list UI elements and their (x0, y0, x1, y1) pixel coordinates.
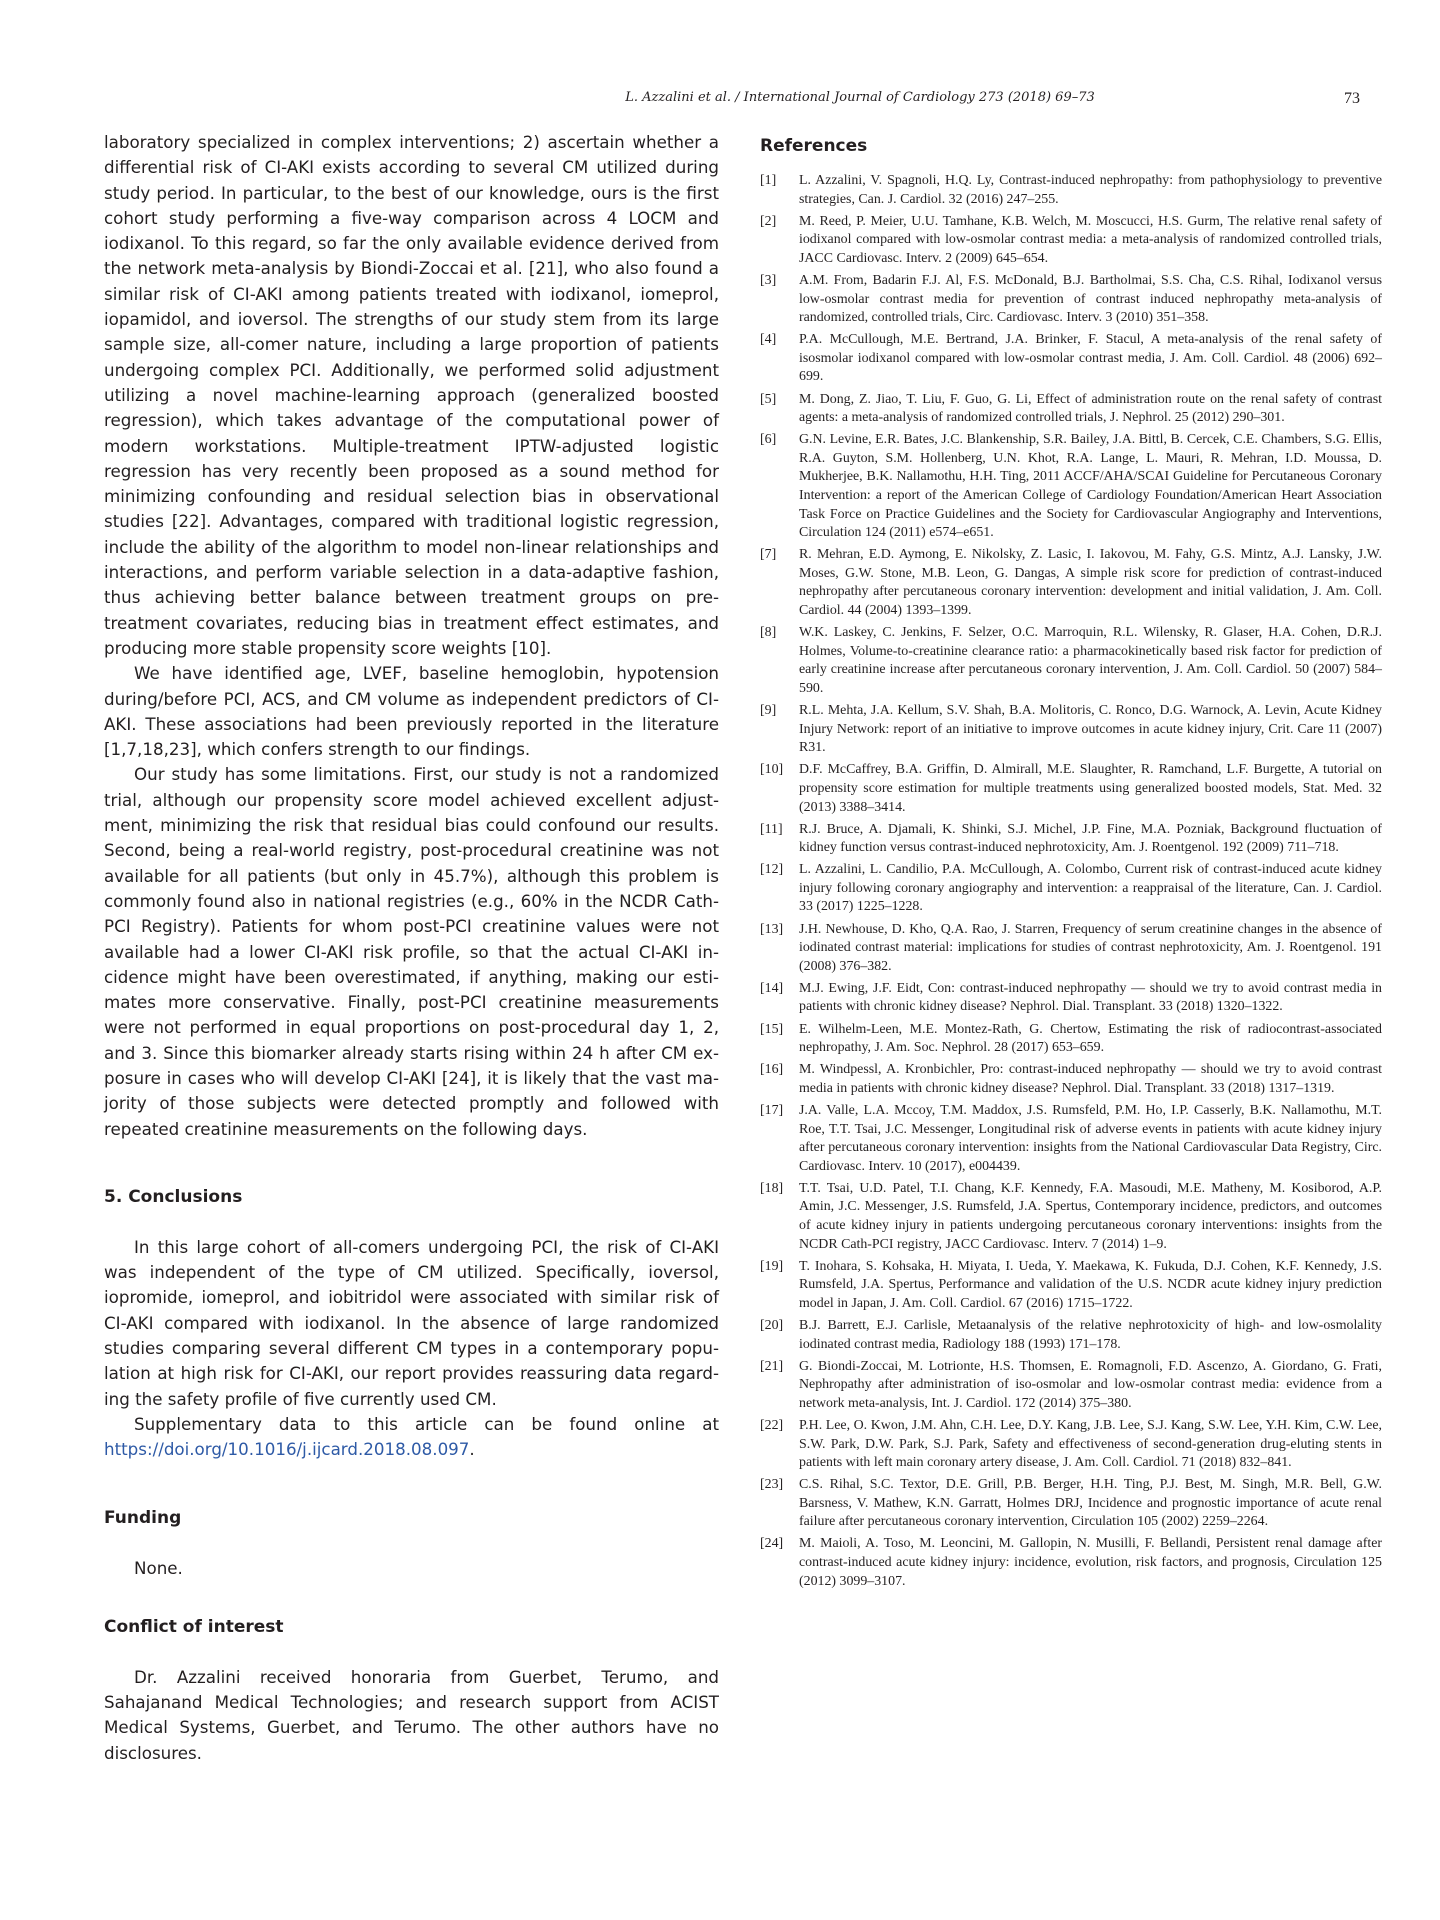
doi-link[interactable]: https://doi.org/10.1016/j.ijcard.2018.08.097 (104, 1439, 470, 1460)
conflict-of-interest-heading: Conflict of interest (104, 1616, 284, 1637)
reference-text: D.F. McCaffrey, B.A. Griffin, D. Almirall, M.E. Slaughter, R. Ramchand, L.F. Burgette, A tutorial on propensity score estimation for multiple treatments using generalized boosted models, Stat. Med. 32 (2013) 3388–3414. (799, 762, 1382, 815)
reference-item (760, 331, 1382, 387)
reference-number: [6] (760, 432, 777, 448)
reference-text: P.A. McCullough, M.E. Bertrand, J.A. Brinker, F. Stacul, A meta-analysis of the renal safety of isosmolar iodixanol compared with low-osmolar contrast media, J. Am. Coll. Cardiol. 48 (2006) 692–699. (799, 332, 1382, 385)
reference-text: L. Azzalini, V. Spagnoli, H.Q. Ly, Contrast-induced nephropathy: from pathophysiology to preventive strategies, Can. J. Cardiol. 32 (2016) 247–255. (799, 173, 1382, 207)
reference-text: M. Reed, P. Meier, U.U. Tamhane, K.B. Welch, M. Moscucci, H.S. Gurm, The relative renal safety of iodixanol compared with low-osmolar contrast media: a meta-analysis of randomized controlled trials, JACC Cardiovasc. Interv. 2 (2009) 645–654. (799, 213, 1382, 266)
reference-text: L. Azzalini, L. Candilio, P.A. McCullough, A. Colombo, Current risk of contrast-induced acute kidney injury following coronary angiography and intervention: a reappraisal of the literature, Can. J. Cardiol. 33 (2017) 1225–1228. (799, 862, 1382, 915)
reference-number: [19] (760, 1258, 784, 1274)
reference-text: P.H. Lee, O. Kwon, J.M. Ahn, C.H. Lee, D.Y. Kang, J.B. Lee, S.J. Kang, S.W. Lee, Y.H. Kim, C.W. Lee, S.W. Park, D.W. Park, S.J. Park, Safety and effectiveness of second-generation drug-eluting stents in patients with left main coronary artery disease, J. Am. Coll. Cardiol. 71 (2018) 832–841. (799, 1417, 1382, 1471)
reference-text: C.S. Rihal, S.C. Textor, D.E. Grill, P.B. Berger, H.H. Ting, P.J. Best, M. Singh, M.R. Bell, G.W. Barsness, V. Mathew, K.N. Garratt, Holmes DRJ, Incidence and prognostic importance of acute renal failure after percutaneous coronary intervention, Circulation 105 (2002) 2259–2264. (799, 1477, 1382, 1530)
reference-number: [12] (760, 862, 784, 878)
reference-text: E. Wilhelm-Leen, M.E. Montez-Rath, G. Chertow, Estimating the risk of radiocontrast-associated nephropathy, J. Am. Soc. Nephrol. 28 (2017) 653–659. (799, 1021, 1382, 1056)
reference-number: [23] (760, 1477, 784, 1493)
reference-item (760, 431, 1382, 543)
reference-number: [7] (760, 547, 777, 563)
reference-number: [17] (760, 1102, 784, 1118)
conclusions-paragraph: In this large cohort of all-comers undergoing PCI, the risk of CI-AKI was independent of the type of CM utilized. Specifically, ioversol, iopromide, iomeprol, and iobitridol were associated with similar risk of CI-AKI compared with iodixanol. In the absence of large randomized studies comparing several different CM types in a contemporary population at high risk for CI-AKI, our report provides reassuring data regarding the safety profile of five currently used CM. (104, 1236, 719, 1409)
reference-item (760, 624, 1382, 698)
running-head (0, 90, 1440, 114)
journal-citation: L. Azzalini et al. / International Journal of Cardiology 273 (2018) 69–73 (625, 90, 1095, 105)
discussion-paragraph-1: laboratory specialized in complex interventions; 2) ascertain whether a differential risk of CI-AKI exists according to several CM utilized during study period. In particular, to the best of our knowledge, ours is the first cohort study performing a five-way comparison across 4 LOCM and iodixanol. To this regard, so far the only available evidence derived from the network meta-analysis by Biondi-Zoccai et al. [21], who also found a similar risk of CI-AKI among patients treated with iodixanol, iomeprol, iopamidol, and ioversol. The strengths of our study stem from its large sample size, all-comer nature, including a large proportion of patients undergoing complex PCI. Additionally, we performed solid adjustment utilizing a novel machine-learning approach (generalized boosted regression), which takes advantage of the computational power of modern workstations. Multiple-treatment IPTW-adjusted logistic regression has very recently been proposed as a sound method for minimizing confounding and residual selection bias in observational studies [22]. Advantages, compared with traditional logistic regression, include the ability of the algorithm to model non-linear relationships and interactions, and perform variable selection in a data-adaptive fashion, thus achieving better balance between treatment groups on pretreatment covariates, reducing bias in treatment effect estimates, and producing more stable propensity score weights [10]. (104, 132, 719, 658)
reference-number: [5] (760, 391, 777, 407)
reference-item (760, 1102, 1382, 1176)
reference-item (760, 1258, 1382, 1314)
references-column (760, 136, 1382, 1595)
reference-item (760, 1021, 1382, 1058)
discussion-paragraph-2: We have identified age, LVEF, baseline hemoglobin, hypotension during/before PCI, ACS, and CM volume as independent predictors of CI-AKI. These associations had been previously reported in the literature [1,7,18,23], which confers strength to our findings. (104, 663, 719, 760)
reference-item (760, 391, 1382, 428)
reference-text: B.J. Barrett, E.J. Carlisle, Metaanalysis of the relative nephrotoxicity of high- and low-osmolality iodinated contrast media, Radiology 188 (1993) 171–178. (799, 1317, 1382, 1352)
reference-item (760, 1061, 1382, 1098)
reference-text: T. Inohara, S. Kohsaka, H. Miyata, I. Ueda, Y. Maekawa, K. Fukuda, D.J. Cohen, K.F. Kennedy, J.S. Rumsfeld, J.A. Spertus, Performance and validation of the U.S. NCDR acute kidney injury prediction model in Japan, J. Am. Coll. Cardiol. 67 (2016) 1715–1722. (799, 1258, 1382, 1311)
reference-number: [21] (760, 1358, 784, 1374)
reference-item (760, 921, 1382, 977)
reference-item (760, 702, 1382, 758)
reference-item (760, 1180, 1382, 1254)
reference-item (760, 1317, 1382, 1354)
reference-number: [22] (760, 1417, 784, 1433)
reference-item (760, 213, 1382, 269)
reference-list (760, 172, 1382, 1591)
reference-number: [8] (760, 625, 777, 641)
reference-item (760, 861, 1382, 917)
reference-text: M. Dong, Z. Jiao, T. Liu, F. Guo, G. Li, Effect of administration route on the renal safety of contrast agents: a meta-analysis of randomized controlled trials, J. Nephrol. 25 (2012) 290–301. (799, 391, 1382, 426)
reference-number: [4] (760, 332, 777, 348)
reference-number: [9] (760, 703, 777, 719)
reference-number: [20] (760, 1317, 784, 1333)
reference-number: [11] (760, 821, 783, 837)
reference-text: R.J. Bruce, A. Djamali, K. Shinki, S.J. Michel, J.P. Fine, M.A. Pozniak, Background fluctuation of kidney function versus contrast-induced nephrotoxicity, Am. J. Roentgenol. 192 (2009) 711–718. (799, 821, 1382, 856)
reference-item (760, 272, 1382, 328)
conflict-of-interest-text: Dr. Azzalini received honoraria from Guerbet, Terumo, and Sahajanand Medical Technologies; and research support from ACIST Medical Systems, Guerbet, and Terumo. The other authors have no disclosures. (104, 1666, 719, 1763)
page-number: 73 (1344, 90, 1360, 107)
supplementary-paragraph (104, 1412, 719, 1463)
reference-item (760, 980, 1382, 1017)
reference-number: [2] (760, 213, 777, 229)
reference-number: [16] (760, 1062, 784, 1078)
reference-number: [24] (760, 1536, 784, 1552)
reference-number: [1] (760, 173, 777, 188)
reference-number: [13] (760, 921, 784, 937)
reference-item (760, 1476, 1382, 1532)
reference-item (760, 821, 1382, 858)
reference-text: J.A. Valle, L.A. Mccoy, T.M. Maddox, J.S. Rumsfeld, P.M. Ho, I.P. Casserly, B.K. Nallamothu, M.T. Roe, T.T. Tsai, J.C. Messenger, Longitudinal risk of adverse events in patients with acute kidney injury after percutaneous coronary intervention: insights from the National Cardiovascular Data Registry, Circ. Cardiovasc. Interv. 10 (2017), e004439. (799, 1102, 1382, 1174)
supplementary-text: Supplementary data to this article can be found online at (134, 1413, 719, 1434)
reference-text: G.N. Levine, E.R. Bates, J.C. Blankenship, S.R. Bailey, J.A. Bittl, B. Cercek, C.E. Chambers, S.G. Ellis, R.A. Guyton, S.M. Hollenberg, U.N. Khot, R.A. Lange, L. Mauri, R. Mehran, I.D. Moussa, D. Mukherjee, B.K. Nallamothu, H.H. Ting, 2011 ACCF/AHA/SCAI Guideline for Percutaneous Coronary Intervention: a report of the American College of Cardiology Foundation/American Heart Association Task Force on Practice Guidelines and the Society for Cardiovascular Angiography and Interventions, Circulation 124 (2011) e574–e651. (799, 432, 1382, 541)
conclusions-heading: 5. Conclusions (104, 1186, 243, 1207)
reference-number: [3] (760, 272, 777, 288)
reference-text: A.M. From, Badarin F.J. Al, F.S. McDonald, B.J. Bartholmai, S.S. Cha, C.S. Rihal, Iodixanol versus low-osmolar contrast media for prevention of contrast induced nephropathy meta-analysis of randomized, controlled trials, Circ. Cardiovasc. Interv. 3 (2010) 351–358. (799, 272, 1382, 326)
references-heading: References (760, 136, 868, 156)
left-column (104, 130, 719, 1766)
reference-text: G. Biondi-Zoccai, M. Lotrionte, H.S. Thomsen, E. Romagnoli, F.D. Ascenzo, A. Giordano, G. Frati, Nephropathy after administration of iso-osmolar and low-osmolar contrast media: evidence from a network meta-analysis, Int. J. Cardiol. 172 (2014) 375–380. (799, 1358, 1382, 1411)
reference-number: [15] (760, 1021, 784, 1037)
funding-text: None. (134, 1557, 183, 1578)
funding-heading: Funding (104, 1507, 182, 1528)
reference-item (760, 761, 1382, 817)
reference-text: M.J. Ewing, J.F. Eidt, Con: contrast-induced nephropathy — should we try to avoid contrast media in patients with chronic kidney disease? Nephrol. Dial. Transplant. 33 (2018) 1320–1322. (799, 980, 1382, 1015)
reference-text: R. Mehran, E.D. Aymong, E. Nikolsky, Z. Lasic, I. Iakovou, M. Fahy, G.S. Mintz, A.J. Lansky, J.W. Moses, G.W. Stone, M.B. Leon, G. Dangas, A simple risk score for prediction of contrast-induced nephropathy after percutaneous coronary intervention: development and initial validation, J. Am. Coll. Cardiol. 44 (2004) 1393–1399. (799, 547, 1382, 619)
reference-item (760, 546, 1382, 620)
reference-number: [14] (760, 980, 784, 996)
reference-text: M. Windpessl, A. Kronbichler, Pro: contrast-induced nephropathy — should we try to avoid contrast media in patients with chronic kidney disease? Nephrol. Dial. Transplant. 33 (2018) 1317–1319. (799, 1062, 1382, 1096)
reference-text: W.K. Laskey, C. Jenkins, F. Selzer, O.C. Marroquin, R.L. Wilensky, R. Glaser, H.A. Cohen, D.R.J. Holmes, Volume-to-creatinine clearance ratio: a pharmacokinetically based risk factor for prediction of early creatinine increase after percutaneous coronary intervention, J. Am. Coll. Cardiol. 50 (2007) 584–590. (799, 625, 1382, 696)
reference-item (760, 1358, 1382, 1414)
reference-text: J.H. Newhouse, D. Kho, Q.A. Rao, J. Starren, Frequency of serum creatinine changes in the absence of iodinated contrast material: implications for studies of contrast nephrotoxicity, Am. J. Roentgenol. 191 (2008) 376–382. (799, 921, 1382, 974)
reference-item (760, 1535, 1382, 1591)
reference-text: T.T. Tsai, U.D. Patel, T.I. Chang, K.F. Kennedy, F.A. Masoudi, M.E. Matheny, M. Kosiborod, A.P. Amin, J.C. Messenger, J.S. Rumsfeld, J.A. Spertus, Contemporary incidence, predictors, and outcomes of acute kidney injury in patients undergoing percutaneous coronary interventions: insights from the NCDR Cath-PCI registry, JACC Cardiovasc. Interv. 7 (2014) 1–9. (799, 1180, 1382, 1252)
reference-text: R.L. Mehta, J.A. Kellum, S.V. Shah, B.A. Molitoris, C. Ronco, D.G. Warnock, A. Levin, Acute Kidney Injury Network: report of an initiative to improve outcomes in acute kidney injury, Crit. Care 11 (2007) R31. (799, 703, 1382, 756)
discussion-paragraph-3: Our study has some limitations. First, our study is not a randomized trial, although our propensity score model achieved excellent adjustment, minimizing the risk that residual bias could confound our results. Second, being a real-world registry, post-procedural creatinine was not available for all patients (but only in 45.7%), although this problem is commonly found also in national registries (e.g., 60% in the NCDR Cath-PCI Registry). Patients for whom post-PCI creatinine values were not available had a lower CI-AKI risk profile, so that the actual CI-AKI incidence might have been overestimated, if anything, making our estimates more conservative. Finally, post-PCI creatinine measurements were not performed in equal proportions on post-procedural day 1, 2, and 3. Since this biomarker already starts rising within 24 h after CM exposure in cases who will develop CI-AKI [24], it is likely that the vast majority of those subjects were detected promptly and followed with repeated creatinine measurements on the following days. (104, 764, 719, 1139)
reference-number: [10] (760, 762, 784, 778)
supplementary-period: . (469, 1439, 475, 1460)
reference-item (760, 172, 1382, 209)
reference-text: M. Maioli, A. Toso, M. Leoncini, M. Gallopin, N. Musilli, F. Bellandi, Persistent renal damage after contrast-induced acute kidney injury: incidence, evolution, risk factors, and prognosis, Circulation 125 (2012) 3099–3107. (799, 1536, 1382, 1589)
reference-number: [18] (760, 1180, 784, 1196)
reference-item (760, 1417, 1382, 1473)
